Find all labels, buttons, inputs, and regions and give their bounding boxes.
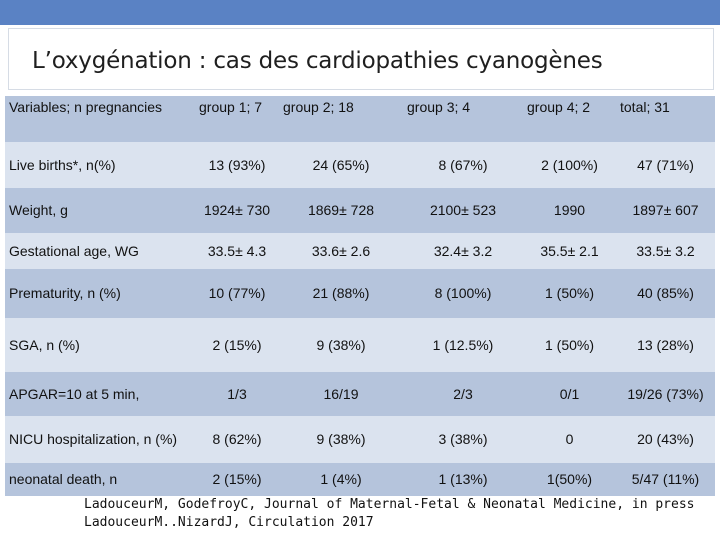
table-cell: 13 (93%): [195, 142, 279, 188]
table-cell: 1(50%): [523, 463, 616, 496]
header-cell: group 4; 2: [523, 96, 616, 142]
row-label: Gestational age, WG: [5, 233, 195, 269]
reference-line: LadouceurM..NizardJ, Circulation 2017: [84, 515, 374, 530]
table-cell: 35.5± 2.1: [523, 233, 616, 269]
header-cell: group 1; 7: [195, 96, 279, 142]
table-cell: 33.5± 3.2: [616, 233, 715, 269]
table-cell: 3 (38%): [403, 416, 523, 463]
table-row: [5, 416, 715, 463]
header-cell: group 3; 4: [403, 96, 523, 142]
table-cell: 1 (12.5%): [403, 318, 523, 372]
row-label: neonatal death, n: [5, 463, 195, 496]
header-cell: group 2; 18: [279, 96, 403, 142]
table-cell: 2 (15%): [195, 463, 279, 496]
table-cell: 2 (100%): [523, 142, 616, 188]
table-cell: 1897± 607: [616, 188, 715, 233]
reference-footer: [84, 496, 694, 532]
table-cell: 2100± 523: [403, 188, 523, 233]
reference-line: LadouceurM, GodefroyC, Journal of Maternal-Fetal & Neonatal Medicine, in press: [84, 497, 695, 512]
row-label: Weight, g: [5, 188, 195, 233]
table-cell: 1 (4%): [279, 463, 403, 496]
table-cell: 19/26 (73%): [616, 372, 715, 416]
table-row: [5, 318, 715, 372]
table-cell: 32.4± 3.2: [403, 233, 523, 269]
table-cell: 0: [523, 416, 616, 463]
table-cell: 16/19: [279, 372, 403, 416]
table-cell: 5/47 (11%): [616, 463, 715, 496]
table-cell: 40 (85%): [616, 269, 715, 318]
table-cell: 1869± 728: [279, 188, 403, 233]
header-row: [5, 96, 715, 142]
row-label: Prematurity, n (%): [5, 269, 195, 318]
table-cell: 9 (38%): [279, 416, 403, 463]
table-cell: 2/3: [403, 372, 523, 416]
row-label: APGAR=10 at 5 min,: [5, 372, 195, 416]
table-cell: 47 (71%): [616, 142, 715, 188]
header-cell: Variables; n pregnancies: [5, 96, 195, 142]
table-row: [5, 372, 715, 416]
table-row: [5, 463, 715, 496]
row-label: NICU hospitalization, n (%): [5, 416, 195, 463]
table-cell: 24 (65%): [279, 142, 403, 188]
table-cell: 21 (88%): [279, 269, 403, 318]
table-row: [5, 188, 715, 233]
table-cell: 8 (100%): [403, 269, 523, 318]
table-cell: 10 (77%): [195, 269, 279, 318]
table-row: [5, 269, 715, 318]
table-cell: 1/3: [195, 372, 279, 416]
table-cell: 0/1: [523, 372, 616, 416]
table-cell: 13 (28%): [616, 318, 715, 372]
row-label: Live births*, n(%): [5, 142, 195, 188]
table-cell: 33.5± 4.3: [195, 233, 279, 269]
table-cell: 2 (15%): [195, 318, 279, 372]
table-cell: 8 (62%): [195, 416, 279, 463]
table-cell: 33.6± 2.6: [279, 233, 403, 269]
top-banner: [0, 0, 720, 25]
row-label: SGA, n (%): [5, 318, 195, 372]
table-cell: 8 (67%): [403, 142, 523, 188]
table-cell: 1 (50%): [523, 269, 616, 318]
table-row: [5, 142, 715, 188]
table-cell: 1 (13%): [403, 463, 523, 496]
outcomes-table: [5, 96, 715, 496]
slide-title: L’oxygénation : cas des cardiopathies cyanogènes: [32, 48, 603, 74]
table-cell: 1924± 730: [195, 188, 279, 233]
table-cell: 20 (43%): [616, 416, 715, 463]
table-cell: 9 (38%): [279, 318, 403, 372]
header-cell: total; 31: [616, 96, 715, 142]
table-cell: 1 (50%): [523, 318, 616, 372]
table-cell: 1990: [523, 188, 616, 233]
table-row: [5, 233, 715, 269]
